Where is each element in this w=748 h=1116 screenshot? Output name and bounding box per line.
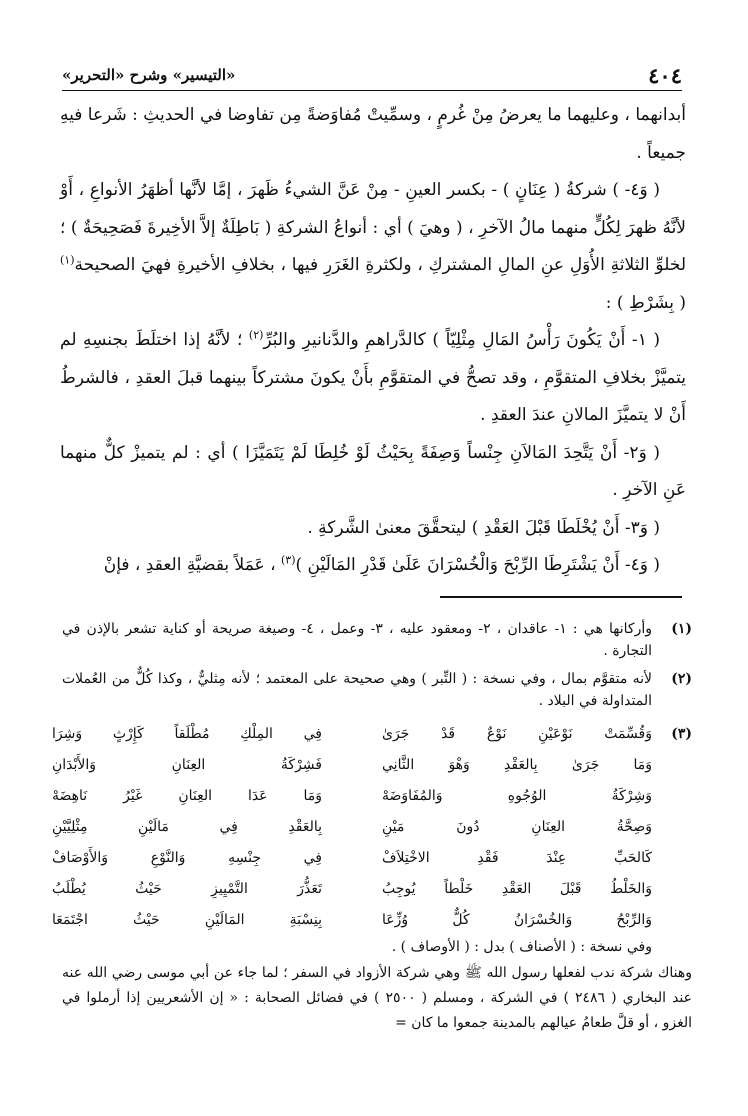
verse-first-hemistich: وَشِرْكَةُ الوُجُوهِ وَالمُفَاوَضَهْ	[382, 787, 652, 804]
page-number: ٤٠٤	[648, 62, 682, 88]
verse-second-hemistich: تَعَذُّرَ التَّمْيِيزِ حَيْثُ يُطْلَبُ	[52, 880, 322, 897]
footnote-variant-note: وفي نسخة : ( الأصناف ) بدل : ( الأوصاف ) .	[391, 939, 652, 955]
condition-4	[60, 547, 686, 585]
footnote-ref-1: (١)	[60, 253, 75, 267]
verse-second-hemistich: فِي جِنْسِهِ وَالنَّوْعِ وَالأَوْصَافْ	[52, 849, 322, 866]
condition-4-text: ( وَ٤- أَنْ يَشْتَرِطَا الرِّبْحَ وَالْخُسْرَانَ عَلَىٰ قَدْرِ المَالَيْنِ )	[295, 555, 660, 575]
footnote-ref-3: (٣)	[280, 553, 296, 567]
condition-1	[60, 322, 686, 435]
poem-verse	[52, 718, 692, 749]
footnote-number: (١)	[671, 621, 692, 637]
poem-verse	[52, 842, 692, 873]
running-head	[62, 60, 682, 90]
poem-verse	[52, 811, 692, 842]
condition-1-text: ( ١- أَنْ يَكُونَ رَأْسُ المَالِ مِثْلِيّاً ) كالدَّراهمِ والدَّنانيرِ والبُرِّ	[263, 330, 660, 350]
poem-verse	[52, 780, 692, 811]
running-title: «التيسير» وشرح «التحرير»	[62, 66, 236, 84]
verse-second-hemistich: بِنِسْبَةِ المَالَيْنِ حَيْثُ اجْتَمَعَا	[52, 911, 322, 928]
footnote-3	[52, 718, 692, 1036]
condition-3: ( وَ٣- أَنْ يُخْلَطَا قَبْلَ العَقْدِ ) ليتحقَّقَ معنىٰ الشَّركةِ .	[307, 517, 660, 538]
condition-2: ( وَ٢- أَنْ يَتَّحِدَ المَالاَنِ جِنْساً وَصِفَةً بِحَيْثُ لَوْ خُلِطَا لَمْ يَتَمَيَّزَا ) أي : لم يتميزْ كلٌّ منهما عَنِ الآخرِ .	[60, 442, 686, 500]
verse-first-hemistich: وَالرِّبْحُ وَالخُسْرَانُ كُلٌّ وُزِّعَا	[382, 911, 652, 928]
footnote-text: لأنه متقوَّم بمال ، وفي نسخة : ( التِّبر ) وهي صحيحة على المعتمد ؛ لأنه مِثليٌّ ، وكذا كُلٌّ من العُملات المتداولة في البلاد .	[62, 671, 652, 709]
paragraph-continuation: أبدانهما ، وعليهما ما يعرضُ مِنْ غُرمٍ ، وسمِّيتْ مُفاوَضةً مِن تفاوضا في الحديثِ : شَرعا فيهِ جميعاً .	[60, 105, 686, 163]
paragraph-inan-text: ( وَ٤- ) شركةُ ( عِنَانٍ ) - بكسر العينِ - مِنْ عَنَّ الشيءُ ظَهرَ ، إمَّا لأنَّها أظهَرُ الأنواعِ ، أَوْ لأنَّهُ ظهرَ لِكُلٍّ منهما مالُ الآخرِ ، ( وهيَ ) أي : أنواعُ الشركةِ ( بَاطِلَةٌ إلاَّ الأخِيرةَ فَصَحِيحَةٌ ) ؛ لخلوِّ الثلاثةِ الأُوَلِ عنِ المالِ المشتركِ ، ولكثرةِ الغَرَرِ فيها ، بخلافِ الأخيرةِ فهيَ الصحيحة	[60, 180, 686, 275]
footnote-number: (٢)	[671, 671, 692, 687]
verse-first-hemistich: وَالخَلْطُ قَبْلَ العَقْدِ خَلْطاً يُوجِبُ	[382, 880, 652, 897]
header-rule	[62, 90, 682, 91]
paragraph-inan	[60, 172, 686, 322]
footnote-number: (٣)	[671, 725, 692, 742]
verse-second-hemistich: فَشِرْكَةُ العِنَانِ وَالأَبْدَانِ	[52, 756, 322, 773]
verse-second-hemistich: وَمَا عَدَا العِنَانِ غَيْرُ نَاهِضَهْ	[52, 787, 322, 804]
main-text	[60, 97, 686, 585]
footnote-ref-2: (٢)	[248, 328, 264, 342]
footnote-text: وهناك شركة ندب لفعلها رسول الله ﷺ وهي شركة الأزواد في السفر ؛ لما جاء عن أبي موسى رضي الله عنه عند البخاري ( ٢٤٨٦ ) في الشركة ، ومسلم ( ٢٥٠٠ ) في فضائل الصحابة : « إن الأشعريين إذا أرملوا في الغزو ، أو قلَّ طعامُ عيالهم بالمدينة جمعوا ما كان =	[62, 965, 692, 1031]
footnote-2	[62, 668, 692, 712]
footnote-1	[62, 618, 692, 662]
poem-verse	[52, 904, 692, 935]
verse-second-hemistich: بِالعَقْدِ فِي مَالَيْنِ مِثْلِيَّيْنِ	[52, 818, 322, 835]
verse-first-hemistich: وَمَا جَرَىٰ بِالعَقْدِ وَهْوَ الثَّانِي	[382, 756, 652, 773]
paragraph-inan-end: ( بِشَرْطِ ) :	[605, 292, 686, 313]
footnote-text: وأركانها هي : ١- عاقدان ، ٢- ومعقود عليه ، ٣- وعمل ، ٤- وصيغة صريحة أو كناية تشعر بالإذن في التجارة .	[62, 621, 652, 659]
footnote-rule	[440, 596, 682, 598]
verse-second-hemistich: فِي المِلْكِ مُطْلَقاً كَإِرْثٍ وَشِرَا	[52, 725, 322, 742]
verse-first-hemistich: كَالحَبِّ عِنْدَ فَقْدِ الاخْتِلاَفْ	[382, 849, 652, 866]
poem-verse	[52, 749, 692, 780]
condition-4-end: ، عَمَلاً بقضيَّةِ العقدِ ، فإنْ	[103, 555, 281, 575]
verse-first-hemistich: وَقُسِّمَتْ نَوْعَيْنِ نَوْعٌ قَدْ جَرَىٰ	[382, 725, 652, 742]
verse-first-hemistich: وَصِحَّةُ العِنَانِ دُونَ مَيْنِ	[382, 818, 652, 835]
poem-verse	[52, 873, 692, 904]
footnotes	[52, 618, 692, 1036]
condition-1-end: ؛ لأنَّهُ إذا اختلَطَ بجنسِهِ لم يتميَّزْ بخلافِ المتقوَّمِ ، وقد تصحُّ في المتقوَّمِ بأَنْ يكونَ مشتركاً بينهما قبلَ العقدِ ، فالشرطُ أَنْ لا يتميَّزَ المالانِ عندَ العقدِ .	[60, 330, 686, 425]
